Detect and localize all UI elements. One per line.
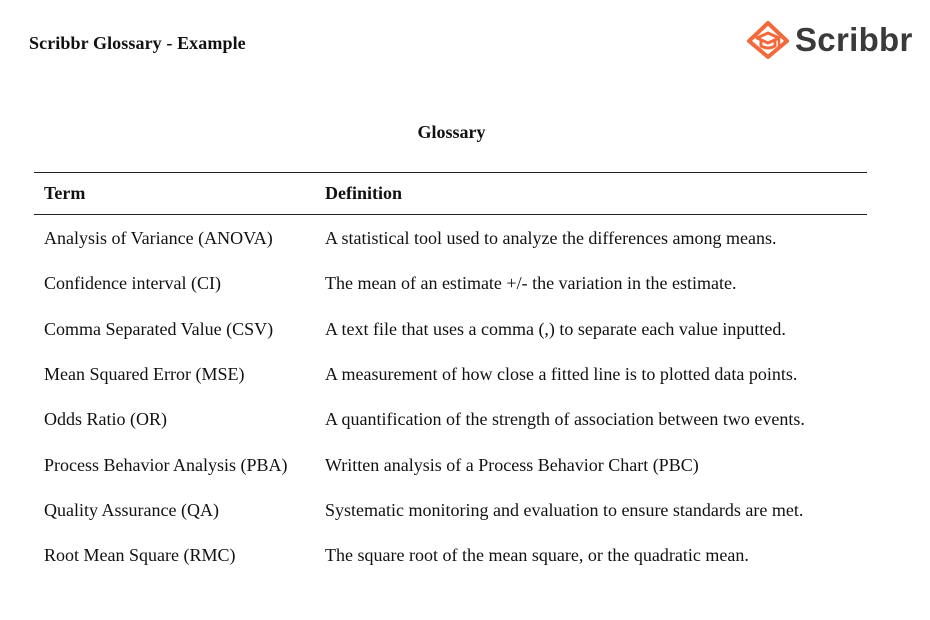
table-row: [34, 442, 867, 487]
glossary-table: [34, 172, 867, 578]
column-header-term: Term: [44, 183, 86, 203]
definition-cell: Systematic monitoring and evaluation to ensure standards are met.: [325, 499, 804, 520]
definition-cell: A quantification of the strength of association between two events.: [325, 409, 805, 430]
table-row: [34, 352, 867, 397]
scribbr-logo: [746, 20, 913, 60]
table-row: [34, 307, 867, 352]
graduation-cap-icon: [746, 20, 790, 60]
term-cell: Confidence interval (CI): [44, 273, 221, 294]
table-body: [34, 215, 867, 578]
column-header-definition: Definition: [325, 183, 403, 203]
definition-cell: The square root of the mean square, or the quadratic mean.: [325, 545, 749, 566]
table-header-row: [34, 173, 867, 214]
definition-cell: The mean of an estimate +/- the variation in the estimate.: [325, 273, 737, 294]
table-row: [34, 261, 867, 306]
glossary-heading: Glossary: [417, 122, 486, 142]
table-row: [34, 488, 867, 533]
definition-cell: A statistical tool used to analyze the differences among means.: [325, 228, 777, 249]
term-cell: Root Mean Square (RMC): [44, 545, 236, 566]
term-cell: Mean Squared Error (MSE): [44, 364, 245, 385]
term-cell: Analysis of Variance (ANOVA): [44, 228, 273, 249]
term-cell: Process Behavior Analysis (PBA): [44, 454, 288, 475]
table-row: [34, 533, 867, 578]
table-row: [34, 397, 867, 442]
document-title: Scribbr Glossary - Example: [29, 33, 246, 53]
logo-wordmark: Scribbr: [795, 21, 913, 58]
definition-cell: A text file that uses a comma (,) to separate each value inputted.: [325, 318, 786, 339]
term-cell: Quality Assurance (QA): [44, 499, 219, 520]
term-cell: Odds Ratio (OR): [44, 409, 167, 430]
definition-cell: Written analysis of a Process Behavior Chart (PBC): [325, 454, 699, 475]
definition-cell: A measurement of how close a fitted line is to plotted data points.: [325, 364, 798, 385]
term-cell: Comma Separated Value (CSV): [44, 318, 274, 339]
table-row: [34, 216, 867, 261]
